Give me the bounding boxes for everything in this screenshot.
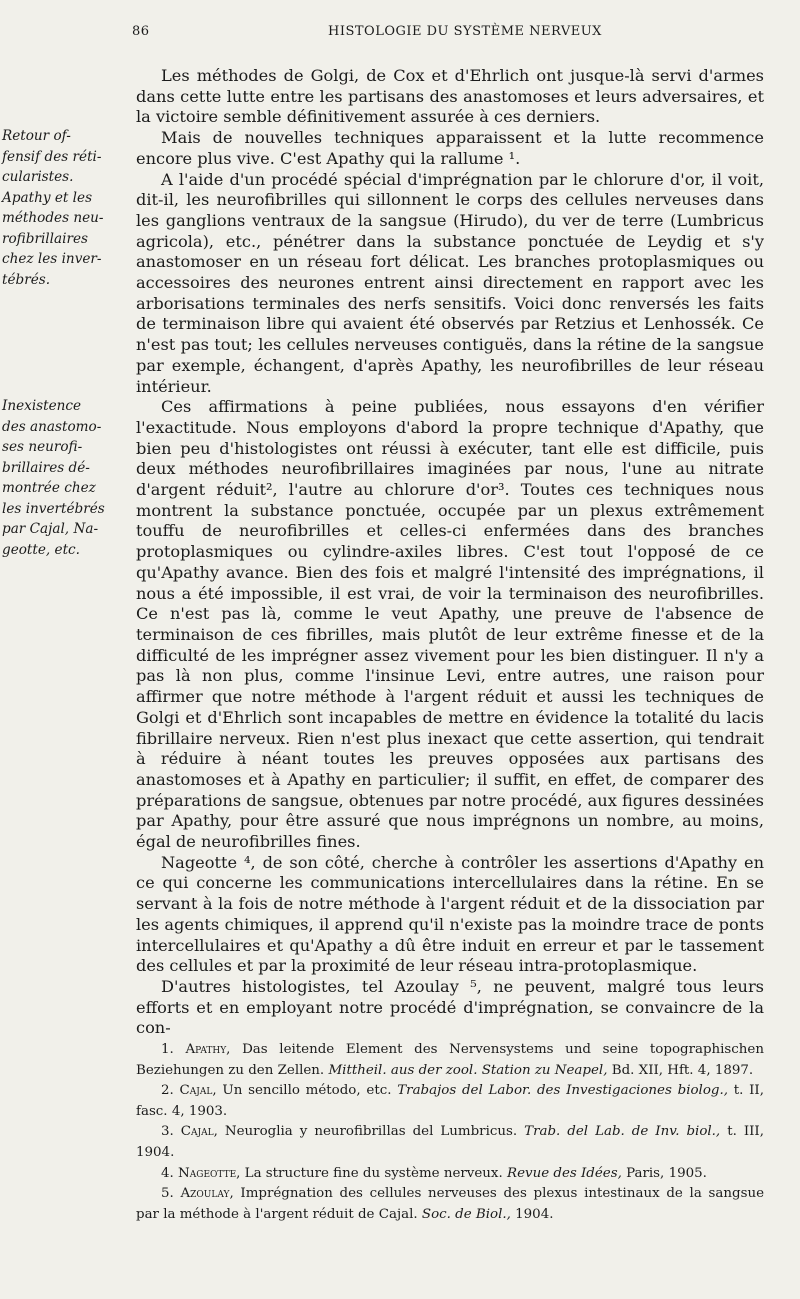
margin-note-line: Inexistence	[2, 398, 82, 414]
margin-note-line: méthodes neu-	[2, 210, 104, 226]
footnote-author: Nageotte,	[178, 1165, 241, 1181]
paragraph: A l'aide d'un procédé spécial d'imprégnation par le chlorure d'or, il voit, dit-il, les neurofibrilles qui sillonnent le corps des cellules nerveuses dans les ganglions ventraux de la sangsue (Hirudo), du ver de terre (Lumbricus agricola), etc., pénétrer dans la substance ponctuée de Leydig et s'y anastomoser en un réseau fort délicat. Les branches protoplasmiques ou accessoires des neurones entrent ainsi directement en rapport avec les arborisations terminales des nerfs sensitifs. Voici donc renversés les faits de terminaison libre qui avaient été observés par Retzius et Lenhossék. Ce n'est pas tout; les cellules nerveuses contiguës, dans la rétine de la sangsue par exemple, échangent, d'après Apathy, les neurofibrilles de leur réseau intérieur.	[136, 169, 764, 396]
footnote-text: Neuroglia y neurofibrillas del Lumbricus.	[224, 1124, 518, 1140]
footnote-publication: Revue des Idées,	[507, 1165, 622, 1181]
footnote-tail: t. III, 1904.	[136, 1124, 764, 1160]
footnote-tail: Paris, 1905.	[626, 1165, 707, 1181]
footnote-text: Un sencillo método, etc.	[222, 1083, 392, 1099]
footnote-number: 4.	[161, 1165, 174, 1181]
footnote-number: 1.	[161, 1042, 174, 1057]
margin-note-line: cularistes.	[2, 169, 74, 185]
footnote-number: 3.	[161, 1124, 174, 1140]
margin-note-line: brillaires dé-	[2, 459, 90, 476]
paragraph: Ces affirmations à peine publiées, nous essayons d'en vérifier l'exactitude. Nous employons d'abord la propre technique d'Apathy, que bien peu d'histologistes ont réussi à exécuter, tant elle est difficile, puis deux méthodes neurofibrillaires imaginées par nous, l'une au nitrate d'argent réduit², l'autre au chlorure d'or³. Toutes ces techniques nous montrent la substance ponctuée, occupée par un plexus extrêmement touffu de neurofibrilles et celles-ci enfermées dans des branches protoplasmiques ou cylindre-axiles libres. C'est tout l'opposé de ce qu'Apathy avance. Bien des fois et malgré l'intensité des imprégnations, il nous a été impossible, il est vrai, de voir la terminaison des neurofibrilles. Ce n'est pas là, comme le veut Apathy, une preuve de l'absence de terminaison de ces fibrilles, mais plutôt de leur extrême finesse et de la difficulté de les imprégner assez vivement pour les bien distinguer. Il n'y a pas là non plus, comme l'insinue Levi, entre autres, une raison pour affirmer que notre méthode à l'argent réduit et aussi les techniques de Golgi et d'Ehrlich sont incapables de mettre en évidence la totalité du lacis fibrillaire nerveux. Rien n'est plus inexact que cette assertion, qui tendrait à réduire à néant toutes les preuves opposées aux partisans des anastomoses et à Apathy en particulier; il suffit, en effet, de comparer des préparations de sangsue, obtenues par notre procédé, aux figures dessinées par Apathy, pour être assuré que nous imprégnons un nombre, au moins, égal de neurofibrilles fines.	[136, 397, 764, 852]
page-number: 86	[132, 24, 150, 39]
footnote-text: La structure fine du système nerveux.	[244, 1165, 503, 1181]
margin-note-line: geotte, etc.	[2, 541, 80, 558]
margin-note-line: Apathy et les	[2, 189, 93, 206]
margin-note-line: Retour of-	[2, 128, 71, 144]
margin-note-line: ses neurofi-	[2, 439, 83, 455]
footnotes	[136, 1040, 764, 1225]
footnote	[136, 1122, 764, 1163]
footnote	[136, 1040, 764, 1081]
footnote-author: Cajal,	[179, 1083, 217, 1099]
margin-note-line: les invertébrés	[2, 500, 105, 517]
margin-note-line: chez les inver-	[2, 251, 102, 267]
margin-note-inexistence	[2, 396, 126, 560]
footnote-tail: t. II, fasc. 4, 1903.	[136, 1083, 764, 1119]
footnote-author: Cajal,	[180, 1124, 218, 1140]
running-title: HISTOLOGIE DU SYSTÈME NERVEUX	[328, 24, 602, 39]
footnote-text: Das leitende Element des Nervensystems und seine topographischen Beziehungen zu den Zellen.	[136, 1042, 764, 1078]
footnote	[136, 1081, 764, 1122]
paragraph: Nageotte ⁴, de son côté, cherche à contrôler les assertions d'Apathy en ce qui concerne les communications intercellulaires dans la rétine. En se servant à la fois de notre méthode à l'argent réduit et de la dissociation par les agents chimiques, il apprend qu'il n'existe pas la moindre trace de ponts intercellulaires et qu'Apathy a dû être induit en erreur et par le tassement des cellules et par la proximité de leur réseau intra-protoplasmique.	[136, 852, 764, 976]
margin-note-line: par Cajal, Na-	[2, 521, 99, 537]
footnote-text: Imprégnation des cellules nerveuses des plexus intestinaux de la sangsue par la méthode à l'argent réduit de Cajal.	[136, 1186, 764, 1222]
margin-note-line: montrée chez	[2, 480, 96, 496]
paragraph: D'autres histologistes, tel Azoulay ⁵, ne peuvent, malgré tous leurs efforts et en employant notre procédé d'imprégnation, se convaincre de la con-	[136, 976, 764, 1038]
footnote-publication: Mittheil. aus der zool. Station zu Neapel,	[328, 1062, 608, 1078]
footnote-publication: Trabajos del Labor. des Investigaciones biolog.,	[397, 1083, 728, 1099]
margin-note-retour-offensif	[2, 126, 126, 290]
page-header	[0, 24, 800, 44]
footnote-publication: Soc. de Biol.,	[421, 1206, 511, 1222]
body-text	[136, 66, 764, 1039]
paragraph: Les méthodes de Golgi, de Cox et d'Ehrlich ont jusque-là servi d'armes dans cette lutte entre les partisans des anastomoses et leurs adversaires, et la victoire semble définitivement assurée à ces derniers.	[136, 66, 764, 127]
paragraph: Mais de nouvelles techniques apparaissent et la lutte recommence encore plus vive. C'est Apathy qui la rallume ¹.	[136, 128, 764, 168]
margin-note-line: tébrés.	[2, 271, 51, 288]
footnote	[136, 1184, 764, 1225]
footnote-author: Apathy,	[185, 1042, 231, 1057]
footnote-tail: 1904.	[515, 1206, 554, 1222]
footnote	[136, 1164, 764, 1185]
margin-note-line: fensif des réti-	[2, 148, 102, 165]
margin-note-line: des anastomo-	[2, 418, 102, 435]
margin-note-line: rofibrillaires	[2, 230, 88, 247]
footnote-author: Azoulay,	[180, 1186, 234, 1202]
footnote-publication: Trab. del Lab. de Inv. biol.,	[524, 1124, 721, 1140]
margin-notes	[2, 126, 126, 666]
footnote-number: 2.	[161, 1083, 174, 1099]
footnote-tail: Bd. XII, Hft. 4, 1897.	[611, 1062, 754, 1078]
footnote-number: 5.	[161, 1186, 174, 1202]
